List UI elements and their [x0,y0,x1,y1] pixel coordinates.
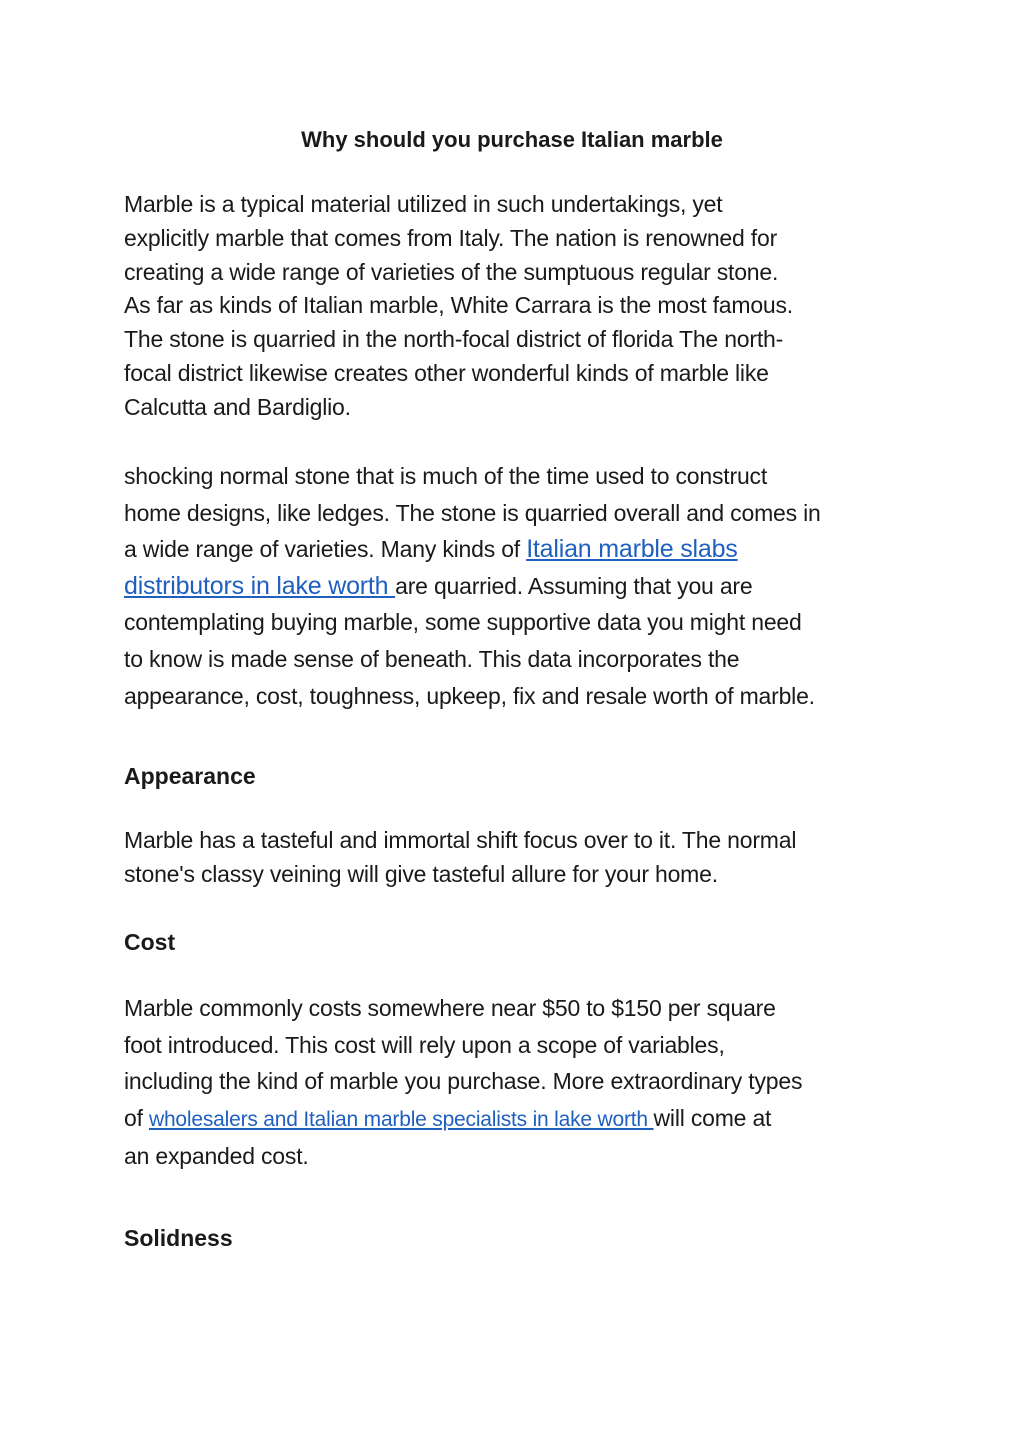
text-line: an expanded cost. [124,1143,309,1170]
text-line: explicitly marble that comes from Italy. The nation is renowned for [124,224,778,251]
text-line: home designs, like ledges. The stone is quarried overall and comes in [124,499,821,526]
heading-appearance: Appearance [124,763,256,789]
text-line: foot introduced. This cost will rely upon a scope of variables, [124,1031,725,1058]
text-line: a wide range of varieties. Many kinds of [124,536,527,563]
paragraph-intro [124,188,904,425]
text-line: including the kind of marble you purchase. More extraordinary types [124,1068,803,1095]
heading-cost: Cost [124,929,176,955]
text-line: of [124,1104,149,1131]
text-line: will come at [653,1104,772,1131]
paragraph-varieties [124,458,904,714]
paragraph-appearance [124,824,904,892]
text-line: Marble has a tasteful and immortal shift focus over to it. The normal [124,827,797,853]
link-text[interactable]: distributors in lake worth [124,571,396,600]
text-line: Marble commonly costs somewhere near $50 to $150 per square [124,995,776,1021]
text-line: The stone is quarried in the north-focal district of florida The north- [124,326,784,353]
text-line: As far as kinds of Italian marble, White Carrara is the most famous. [124,292,793,319]
text-line: appearance, cost, toughness, upkeep, fix and resale worth of marble. [124,682,815,709]
link-text[interactable]: Italian marble slabs [526,535,738,564]
wholesalers-link[interactable]: wholesalers and Italian marble specialists in lake worth [148,1107,654,1131]
paragraph-cost [124,990,904,1175]
text-line: focal district likewise creates other wonderful kinds of marble like [124,359,769,386]
text-line: shocking normal stone that is much of the time used to construct [124,463,768,489]
text-line: stone's classy veining will give tasteful allure for your home. [124,860,718,887]
text-line: Marble is a typical material utilized in such undertakings, yet [124,191,723,217]
document-title: Why should you purchase Italian marble [301,127,723,152]
text-line: Calcutta and Bardiglio. [124,393,351,420]
text-line: to know is made sense of beneath. This data incorporates the [124,645,740,672]
heading-solidness: Solidness [124,1225,233,1251]
text-line: creating a wide range of varieties of the sumptuous regular stone. [124,258,779,285]
text-line: are quarried. Assuming that you are [395,572,753,599]
text-line: contemplating buying marble, some supportive data you might need [124,609,802,636]
